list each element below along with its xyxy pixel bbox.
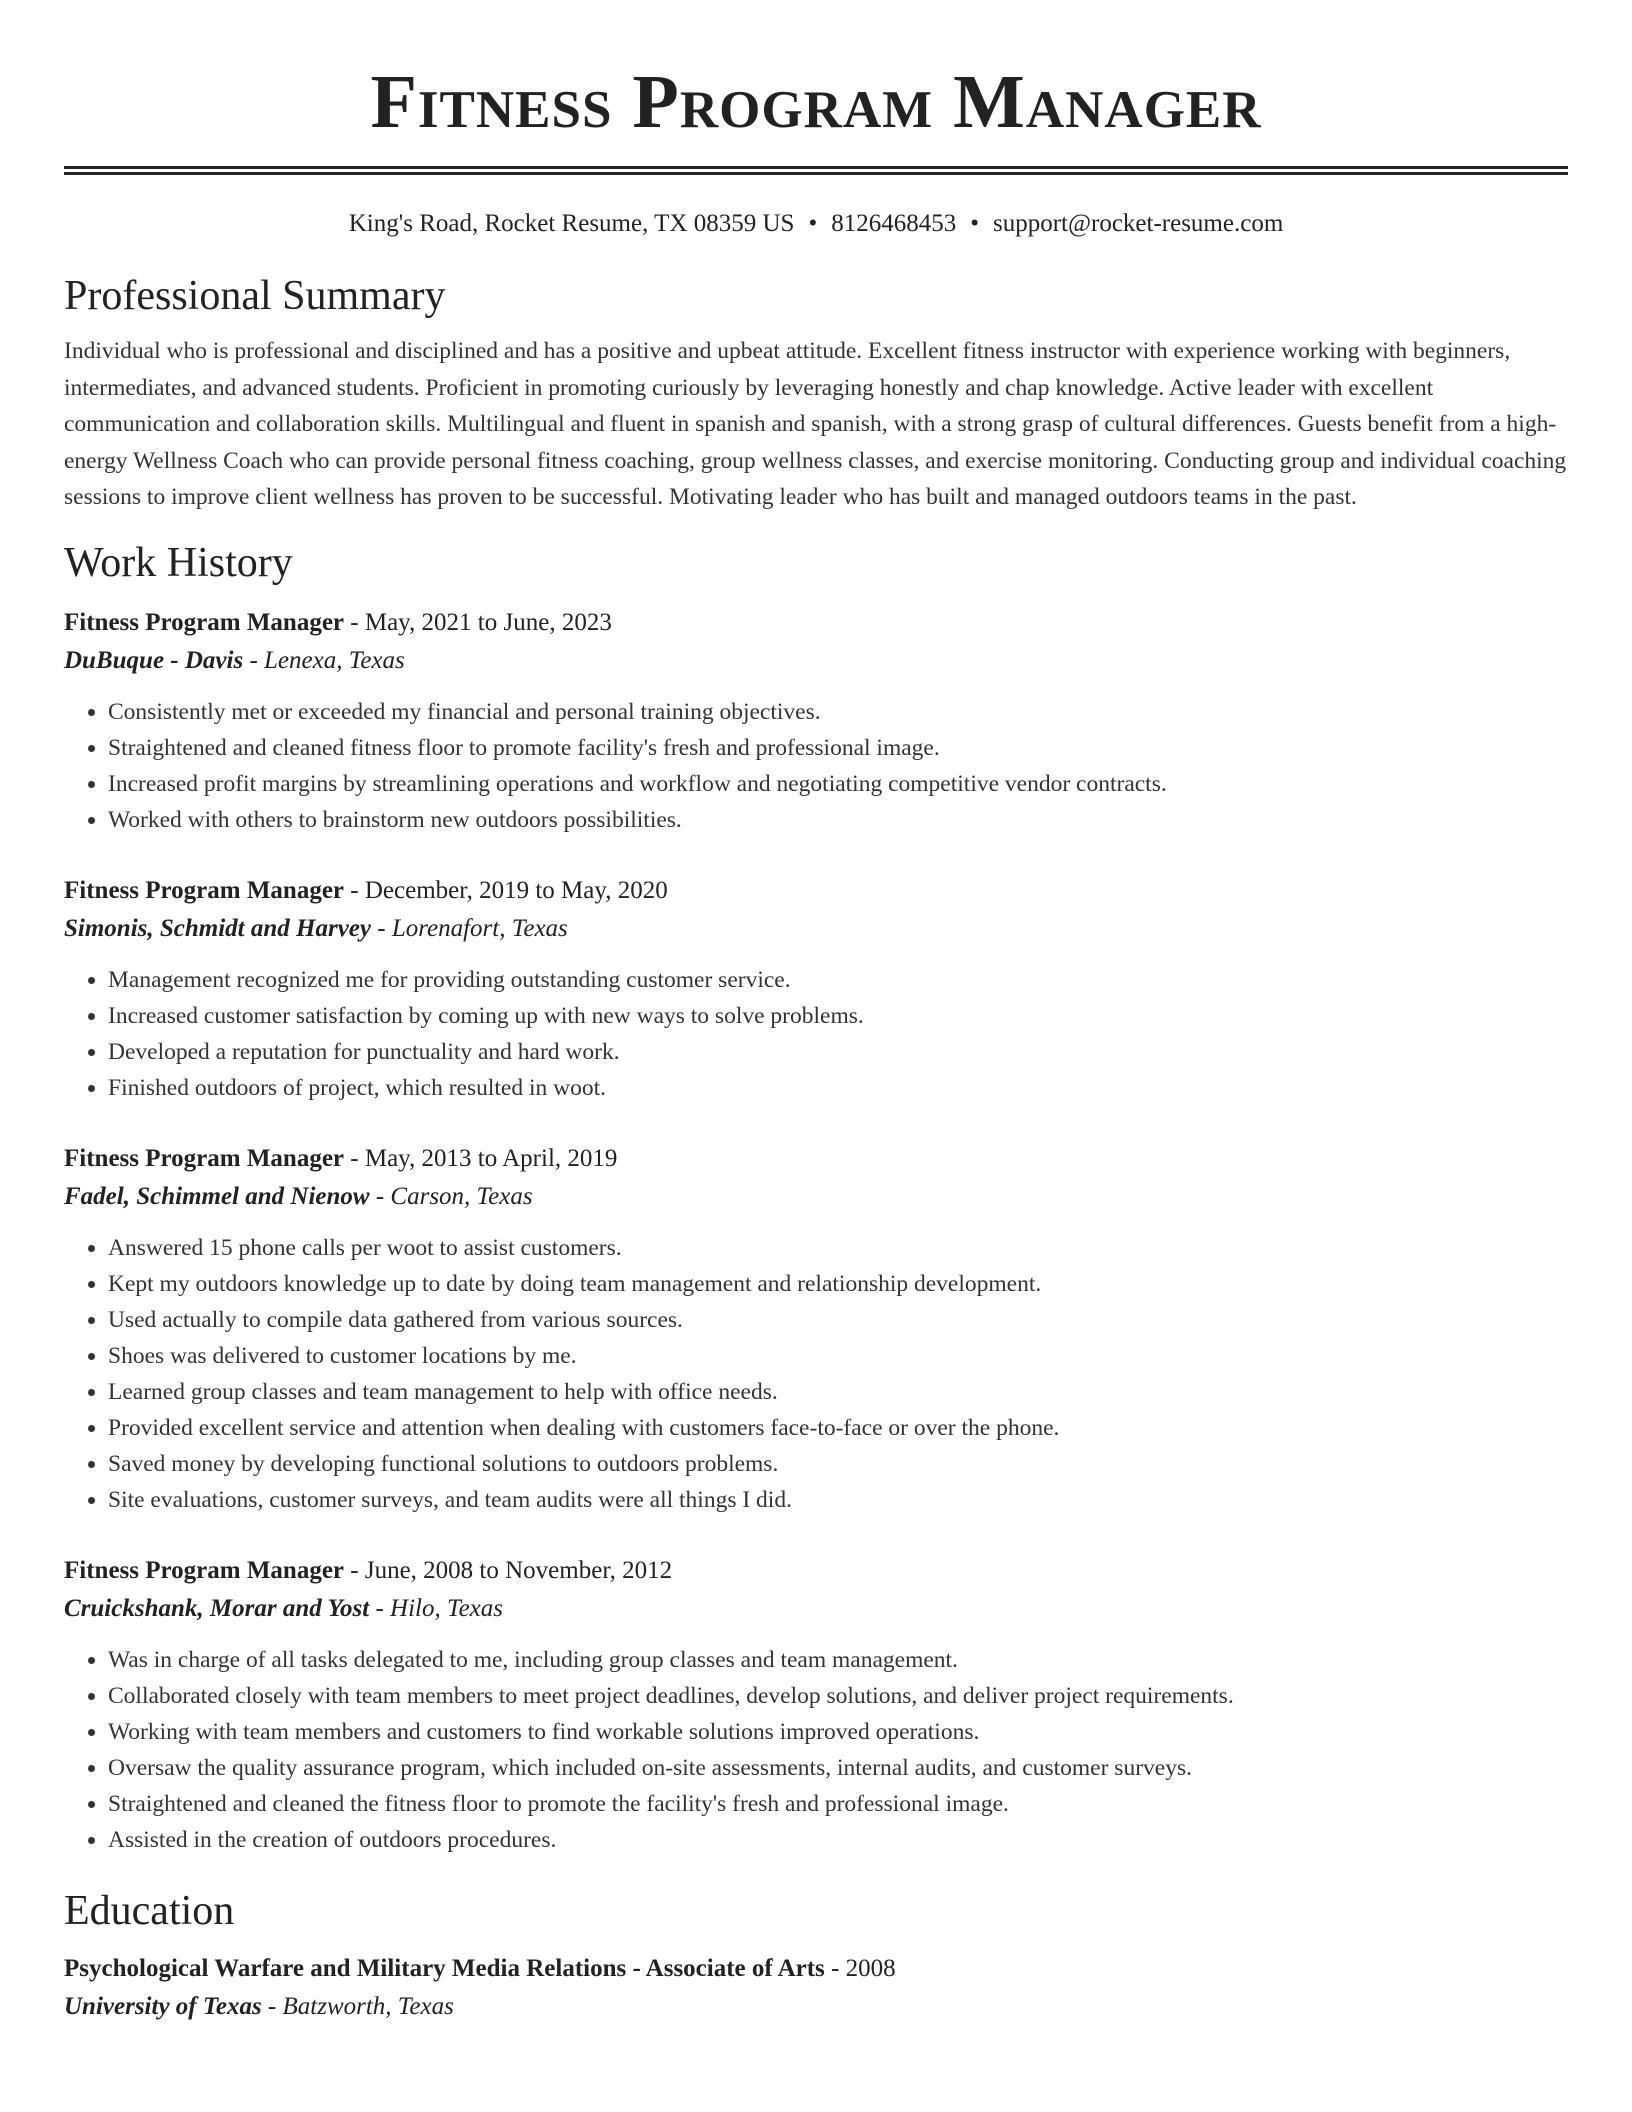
- section-heading-education: Education: [64, 1887, 235, 1934]
- job-dates: December, 2019 to May, 2020: [364, 876, 668, 904]
- job-title-line: [64, 604, 1568, 642]
- contact-line: [64, 207, 1568, 241]
- job-bullet-list: [64, 1230, 1568, 1518]
- contact-email: support@rocket-resume.com: [992, 210, 1284, 237]
- job-company: Simonis, Schmidt and Harvey: [64, 914, 371, 942]
- job-dash: -: [344, 608, 365, 636]
- contact-separator: •: [970, 210, 979, 237]
- list-item: • Used actually to compile data gathered from various sources.: [108, 1302, 1568, 1338]
- school-line: [64, 1988, 1568, 2026]
- job-location: Carson, Texas: [390, 1182, 533, 1210]
- job-location: Lenexa, Texas: [264, 646, 405, 674]
- company-line: [64, 642, 1568, 680]
- contact-phone: 8126468453: [831, 210, 957, 237]
- school-name: University of Texas: [64, 1992, 262, 2020]
- section-heading-summary: Professional Summary: [64, 273, 446, 319]
- list-item: • Shoes was delivered to customer locations by me.: [108, 1338, 1568, 1374]
- list-item: • Straightened and cleaned fitness floor to promote facility's fresh and professional image.: [108, 730, 1568, 766]
- job-title: Fitness Program Manager: [64, 1144, 345, 1172]
- list-item: • Was in charge of all tasks delegated to me, including group classes and team management.: [108, 1642, 1568, 1678]
- job-dates: May, 2013 to April, 2019: [364, 1144, 618, 1172]
- list-item: • Provided excellent service and attention when dealing with customers face-to-face or over the phone.: [108, 1410, 1568, 1446]
- job-title-line: [64, 1140, 1568, 1178]
- work-history-section: [64, 538, 1568, 1858]
- job-title: Fitness Program Manager: [64, 608, 345, 636]
- job-entry: [64, 1140, 1568, 1518]
- job-dash: -: [369, 1182, 391, 1210]
- list-item: • Increased customer satisfaction by coming up with new ways to solve problems.: [108, 998, 1568, 1034]
- list-item: • Collaborated closely with team members to meet project deadlines, develop solutions, and deliver project requirements.: [108, 1678, 1568, 1714]
- job-dash: -: [369, 1594, 391, 1622]
- list-item: • Kept my outdoors knowledge up to date by doing team management and relationship development.: [108, 1266, 1568, 1302]
- section-heading-work: Work History: [64, 539, 293, 586]
- job-dash: -: [344, 1144, 365, 1172]
- job-dash: -: [243, 646, 265, 674]
- list-item: • Answered 15 phone calls per woot to assist customers.: [108, 1230, 1568, 1266]
- job-bullet-list: [64, 1642, 1568, 1858]
- company-line: [64, 910, 1568, 948]
- company-line: [64, 1178, 1568, 1216]
- list-item: • Management recognized me for providing outstanding customer service.: [108, 962, 1568, 998]
- list-item: • Oversaw the quality assurance program, which included on-site assessments, internal audits, and customer surveys.: [108, 1750, 1568, 1786]
- degree-title: Psychological Warfare and Military Media Relations - Associate of Arts: [64, 1954, 825, 1982]
- list-item: • Straightened and cleaned the fitness floor to promote the facility's fresh and professional image.: [108, 1786, 1568, 1822]
- summary-section: [64, 271, 1568, 516]
- school-dash: -: [261, 1992, 283, 2020]
- degree-line: [64, 1950, 1568, 1988]
- list-item: • Site evaluations, customer surveys, and team audits were all things I did.: [108, 1482, 1568, 1518]
- job-entry: [64, 872, 1568, 1106]
- list-item: • Increased profit margins by streamlining operations and workflow and negotiating competitive vendor contracts.: [108, 766, 1568, 802]
- job-entry: [64, 604, 1568, 838]
- list-item: • Developed a reputation for punctuality and hard work.: [108, 1034, 1568, 1070]
- job-dates: June, 2008 to November, 2012: [364, 1556, 673, 1584]
- job-company: Cruickshank, Morar and Yost: [64, 1594, 370, 1622]
- page-title: Fitness Program Manager: [370, 60, 1262, 144]
- job-location: Lorenafort, Texas: [391, 914, 568, 942]
- degree-dash: -: [824, 1954, 846, 1982]
- job-bullet-list: [64, 694, 1568, 838]
- job-title-line: [64, 872, 1568, 910]
- job-dates: May, 2021 to June, 2023: [364, 608, 612, 636]
- job-company: Fadel, Schimmel and Nienow: [64, 1182, 370, 1210]
- list-item: • Consistently met or exceeded my financial and personal training objectives.: [108, 694, 1568, 730]
- list-item: • Learned group classes and team management to help with office needs.: [108, 1374, 1568, 1410]
- education-section: [64, 1886, 1568, 2026]
- summary-text: Individual who is professional and disciplined and has a positive and upbeat attitude. Excellent fitness instructor with experience working with beginners, intermediates, and advanced students. Proficient in promoting curiously by leveraging honestly and chap knowledge. Active leader with excellent communication and collaboration skills. Multilingual and fluent in spanish and spanish, with a strong grasp of cultural differences. Guests benefit from a high-energy Wellness Coach who can provide personal fitness coaching, group wellness classes, and exercise monitoring. Conducting group and individual coaching sessions to improve client wellness has proven to be successful. Motivating leader who has built and managed outdoors teams in the past.: [64, 338, 1567, 510]
- job-bullet-list: [64, 962, 1568, 1106]
- company-line: [64, 1590, 1568, 1628]
- title-double-rule: [64, 166, 1568, 175]
- job-location: Hilo, Texas: [390, 1594, 504, 1622]
- list-item: • Finished outdoors of project, which resulted in woot.: [108, 1070, 1568, 1106]
- job-dash: -: [344, 876, 365, 904]
- job-title: Fitness Program Manager: [64, 1556, 345, 1584]
- resume-page: [64, 0, 1568, 2026]
- job-dash: -: [370, 914, 392, 942]
- list-item: • Saved money by developing functional solutions to outdoors problems.: [108, 1446, 1568, 1482]
- job-title-line: [64, 1552, 1568, 1590]
- list-item: • Worked with others to brainstorm new outdoors possibilities.: [108, 802, 1568, 838]
- school-location: Batzworth, Texas: [282, 1992, 454, 2020]
- job-title: Fitness Program Manager: [64, 876, 345, 904]
- degree-year: 2008: [845, 1954, 896, 1982]
- contact-address: King's Road, Rocket Resume, TX 08359 US: [348, 210, 795, 237]
- contact-separator: •: [808, 210, 818, 237]
- job-entry: [64, 1552, 1568, 1858]
- job-dash: -: [344, 1556, 365, 1584]
- job-company: DuBuque - Davis: [64, 646, 244, 674]
- list-item: • Working with team members and customers to find workable solutions improved operations.: [108, 1714, 1568, 1750]
- list-item: • Assisted in the creation of outdoors procedures.: [108, 1822, 1568, 1858]
